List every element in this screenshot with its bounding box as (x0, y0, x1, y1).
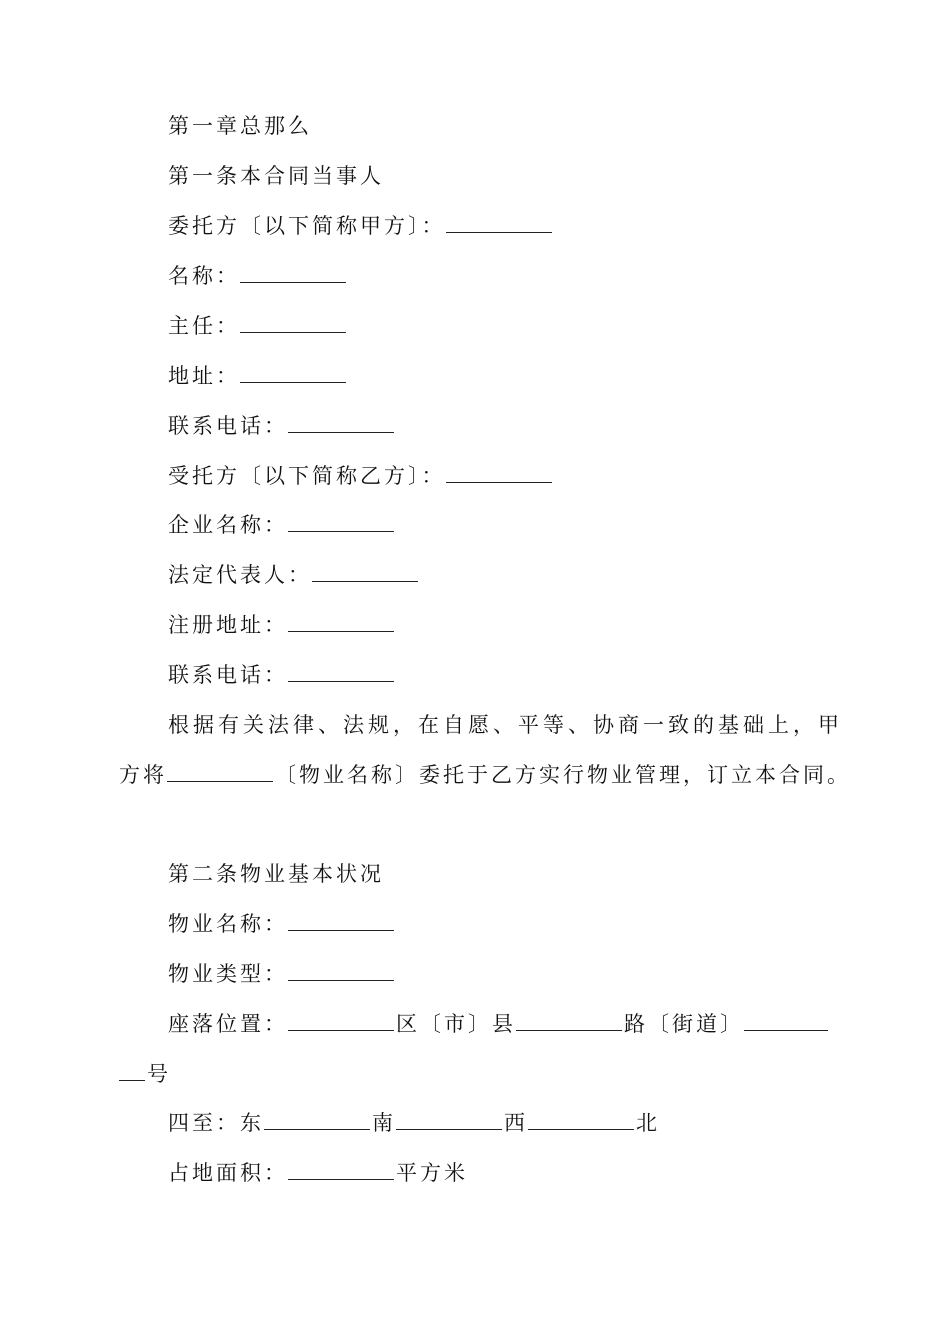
article2-heading-text: 第二条物业基本状况 (168, 862, 384, 886)
article2-heading (168, 860, 384, 888)
property-name-blank[interactable] (167, 763, 273, 782)
basis-line-2 (119, 761, 851, 789)
area-line (168, 1159, 468, 1187)
party-b-reg-address-label: 注册地址： (168, 613, 288, 637)
property-type-line (168, 960, 396, 988)
party-b-reg-address-blank[interactable] (288, 613, 394, 632)
party-a-line (168, 212, 554, 240)
location-number-text: 号 (147, 1062, 171, 1086)
basis-line-1 (168, 711, 843, 739)
property-type-label: 物业类型： (168, 962, 288, 986)
party-b-blank[interactable] (446, 464, 552, 483)
party-a-name-label: 名称： (168, 264, 240, 288)
south-blank[interactable] (396, 1111, 502, 1130)
location-road-blank[interactable] (516, 1012, 622, 1031)
boundaries-line (168, 1109, 660, 1137)
party-b-legal-rep-blank[interactable] (312, 563, 418, 582)
basis-line-2-end: 〔物业名称〕委托于乙方实行物业管理，订立本合同。 (275, 763, 851, 787)
property-name-field-blank[interactable] (288, 912, 394, 931)
party-a-director-label: 主任： (168, 314, 240, 338)
location-road-text: 路〔街道〕 (624, 1012, 744, 1036)
location-district-blank[interactable] (288, 1012, 394, 1031)
party-b-legal-rep-line (168, 561, 420, 589)
party-a-phone-label: 联系电话： (168, 414, 288, 438)
party-a-director-blank[interactable] (240, 314, 346, 333)
party-b-company-label: 企业名称： (168, 513, 288, 537)
party-b-line (168, 462, 554, 490)
location-number-line (119, 1060, 171, 1088)
party-b-legal-rep-label: 法定代表人： (168, 563, 312, 587)
party-a-address-label: 地址： (168, 364, 240, 388)
area-blank[interactable] (288, 1161, 394, 1180)
party-a-address-blank[interactable] (240, 364, 346, 383)
article1-heading-text: 第一条本合同当事人 (168, 164, 384, 188)
location-line (168, 1010, 830, 1038)
party-b-phone-blank[interactable] (288, 663, 394, 682)
party-b-label: 受托方〔以下简称乙方〕： (168, 464, 446, 488)
west-blank[interactable] (528, 1111, 634, 1130)
east-blank[interactable] (264, 1111, 370, 1130)
north-label: 北 (636, 1111, 660, 1135)
property-name-label: 物业名称： (168, 912, 288, 936)
area-unit: 平方米 (396, 1161, 468, 1185)
party-a-phone-blank[interactable] (288, 414, 394, 433)
party-b-phone-line (168, 661, 396, 689)
location-district-text: 区〔市〕县 (396, 1012, 516, 1036)
basis-line-1-text: 根据有关法律、法规，在自愿、平等、协商一致的基础上，甲 (168, 713, 843, 737)
west-label: 西 (504, 1111, 528, 1135)
party-a-label: 委托方〔以下简称甲方〕： (168, 214, 446, 238)
area-label: 占地面积： (168, 1161, 288, 1185)
property-name-line (168, 910, 396, 938)
property-type-blank[interactable] (288, 962, 394, 981)
south-label: 南 (372, 1111, 396, 1135)
party-a-phone-line (168, 412, 396, 440)
location-number-blank[interactable] (744, 1012, 828, 1031)
party-a-name-blank[interactable] (240, 264, 346, 283)
party-b-company-blank[interactable] (288, 513, 394, 532)
party-b-reg-address-line (168, 611, 396, 639)
party-a-blank[interactable] (446, 214, 552, 233)
party-b-phone-label: 联系电话： (168, 663, 288, 687)
party-a-address-line (168, 362, 348, 390)
party-a-name-line (168, 262, 348, 290)
party-a-director-line (168, 312, 348, 340)
chapter-title-text: 第一章总那么 (168, 114, 312, 138)
boundaries-east-label: 四至：东 (168, 1111, 264, 1135)
location-number-blank-cont[interactable] (119, 1062, 145, 1081)
location-label: 座落位置： (168, 1012, 288, 1036)
party-b-company-line (168, 511, 396, 539)
basis-line-2-start: 方将 (119, 763, 167, 787)
article1-heading (168, 162, 384, 190)
chapter-title (168, 112, 312, 140)
